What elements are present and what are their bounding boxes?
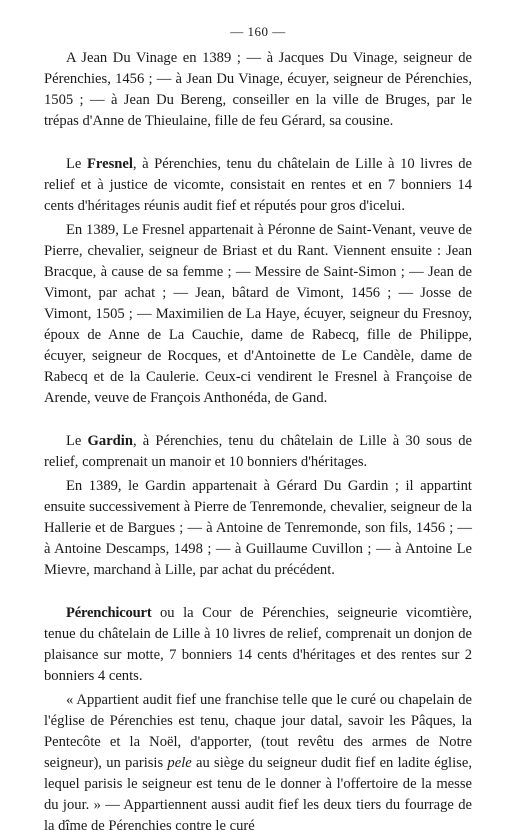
gardin-lead: Le xyxy=(66,433,82,449)
quote-text-end: au siège du seigneur dudit fief en ladite église, lequel parisis le seigneur est tenu de le donner à l'offertoire de la messe du jour. » — Appartiennent aussi audit fief les deux tiers du fourrage de la dîme de Pérenchies contre le curé xyxy=(44,755,472,834)
perenchicourt-text: ou la Cour de Pérenchies, seigneurie vicomtière, tenue du châtelain de Lille à 10 livres de relief, comprenait un donjon de plaisance sur motte, 7 bonniers 14 cents d'héritages et des rentes sur 2 bonniers 4 cents. xyxy=(44,605,472,684)
page-content xyxy=(44,48,472,837)
paragraph-gardin-owners: En 1389, le Gardin appartenait à Gérard Du Gardin ; il appartint ensuite successivement à Pierre de Tenremonde, chevalier, seigneur de la Hallerie et de Bargues ; — à Antoine de Tenremonde, son fils, 1456 ; — à Antoine Descamps, 1498 ; — à Guillaume Cuvillon ; — à Antoine Le Mievre, marchand à Lille, par achat du précédent. xyxy=(44,478,472,578)
paragraph-gardin-intro xyxy=(44,431,472,473)
fresnel-lead: Le xyxy=(66,156,82,172)
paragraph-du-vinage: A Jean Du Vinage en 1389 ; — à Jacques Du Vinage, seigneur de Pérenchies, 1456 ; — à Jean Du Vinage, écuyer, seigneur de Pérenchies, 1505 ; — à Jean Du Bereng, conseiller en la ville de Bruges, par le trépas d'Anne de Thieulaine, fille de feu Gérard, sa cousine. xyxy=(44,50,472,129)
paragraph-fresnel-owners: En 1389, Le Fresnel appartenait à Péronne de Saint-Venant, veuve de Pierre, chevalier, seigneur de Briast et du Rant. Viennent ensuite : Jean Bracque, à cause de sa femme ; — Messire de Saint-Simon ; — Jean de Vimont, par achat ; — Jean, bâtard de Vimont, 1456 ; — Josse de Vimont, 1505 ; — Maximilien de La Haye, écuyer, seigneur du Fresnoy, époux de Anne de La Cauchie, dame de Rabecq, fille de Philippe, écuyer, seigneur de Rocques, et d'Antoinette de Le Candèle, dame de Rabecq et de la Caulerie. Ceux-ci vendirent le Fresnel à Françoise de Arende, veuve de François Anthonéda, de Gand. xyxy=(44,222,472,406)
quote-text-start: « Appartient audit fief une franchise telle que le curé ou chapelain de l'église de Pérenchies est tenu, chaque jour datal, savoir les Pâques, la Pentecôte et la Noël, d'apporter, (tout revêtu des armes de Notre seigneur), un parisis xyxy=(44,692,472,771)
paragraph-perenchicourt xyxy=(44,603,472,687)
paragraph-franchise-quote xyxy=(44,690,472,837)
page-number: — 160 — xyxy=(230,24,286,39)
fresnel-heading: Fresnel xyxy=(86,156,133,172)
gardin-heading: Gardin xyxy=(87,433,133,449)
quote-italic-word: pele xyxy=(167,755,192,771)
fresnel-intro-text: , à Pérenchies, tenu du châtelain de Lille à 10 livres de relief et à justice de vicomte, consistait en rentes et en 7 bonniers 14 cents d'héritages réunis audit fief et réputés pour gros d'icelui. xyxy=(44,156,472,214)
paragraph-fresnel-intro xyxy=(44,154,472,217)
gardin-intro-text: , à Pérenchies, tenu du châtelain de Lille à 30 sous de relief, comprenait un manoir et 10 bonniers d'héritages. xyxy=(44,433,472,470)
perenchicourt-heading: Pérenchicourt xyxy=(66,605,152,621)
